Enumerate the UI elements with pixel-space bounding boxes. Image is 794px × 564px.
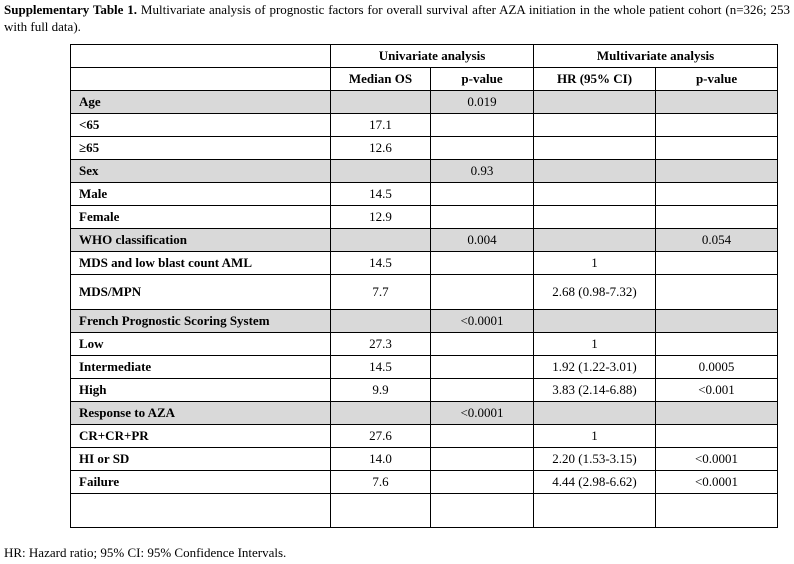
median-os-cell: 12.6: [331, 137, 431, 160]
p-value-multivariate-cell: 0.054: [656, 229, 778, 252]
median-os-cell: [331, 91, 431, 114]
row-label: Low: [71, 333, 331, 356]
median-os-cell: 27.6: [331, 425, 431, 448]
hr-ci-cell: 1: [534, 252, 656, 275]
hr-ci-cell: 1.92 (1.22-3.01): [534, 356, 656, 379]
hr-ci-cell: 4.44 (2.98-6.62): [534, 471, 656, 494]
header-row-columns: [71, 68, 778, 91]
empty-cell: [71, 494, 331, 528]
p-value-multivariate-cell: [656, 402, 778, 425]
hr-ci-cell: [534, 310, 656, 333]
table-category-row: [71, 160, 778, 183]
median-os-cell: [331, 229, 431, 252]
p-value-univariate-cell: [431, 379, 534, 402]
hr-ci-cell: [534, 91, 656, 114]
empty-cell: [534, 494, 656, 528]
table-category-row: [71, 91, 778, 114]
row-label: CR+CR+PR: [71, 425, 331, 448]
survival-analysis-table: [70, 44, 778, 528]
header-blank: [71, 45, 331, 68]
table-row: [71, 183, 778, 206]
row-label: French Prognostic Scoring System: [71, 310, 331, 333]
p-value-multivariate-cell: [656, 252, 778, 275]
hr-ci-cell: 2.20 (1.53-3.15): [534, 448, 656, 471]
p-value-univariate-cell: 0.004: [431, 229, 534, 252]
p-value-multivariate-cell: [656, 275, 778, 310]
p-value-univariate-cell: <0.0001: [431, 402, 534, 425]
median-os-cell: 7.6: [331, 471, 431, 494]
hr-ci-cell: [534, 160, 656, 183]
p-value-multivariate-cell: <0.001: [656, 379, 778, 402]
header-hr-ci: HR (95% CI): [534, 68, 656, 91]
empty-cell: [656, 494, 778, 528]
row-label: Female: [71, 206, 331, 229]
row-label: WHO classification: [71, 229, 331, 252]
header-univariate: Univariate analysis: [331, 45, 534, 68]
row-label: MDS/MPN: [71, 275, 331, 310]
header-blank: [71, 68, 331, 91]
row-label: Male: [71, 183, 331, 206]
p-value-univariate-cell: 0.93: [431, 160, 534, 183]
table-category-row: [71, 310, 778, 333]
header-row-groups: [71, 45, 778, 68]
row-label: Age: [71, 91, 331, 114]
row-label: HI or SD: [71, 448, 331, 471]
header-multivariate: Multivariate analysis: [534, 45, 778, 68]
table-row: [71, 252, 778, 275]
p-value-univariate-cell: [431, 137, 534, 160]
p-value-univariate-cell: [431, 356, 534, 379]
table-row: [71, 275, 778, 310]
p-value-univariate-cell: [431, 183, 534, 206]
caption-label: Supplementary Table 1.: [4, 2, 138, 17]
p-value-univariate-cell: [431, 333, 534, 356]
table-row: [71, 356, 778, 379]
hr-ci-cell: [534, 229, 656, 252]
median-os-cell: 9.9: [331, 379, 431, 402]
table-row: [71, 114, 778, 137]
table-category-row: [71, 402, 778, 425]
p-value-univariate-cell: [431, 425, 534, 448]
table-row: [71, 471, 778, 494]
empty-cell: [331, 494, 431, 528]
table-row: [71, 448, 778, 471]
table-footnote: HR: Hazard ratio; 95% CI: 95% Confidence Intervals.: [4, 545, 287, 560]
median-os-cell: 14.5: [331, 252, 431, 275]
row-label: Intermediate: [71, 356, 331, 379]
median-os-cell: 14.5: [331, 356, 431, 379]
row-label: MDS and low blast count AML: [71, 252, 331, 275]
p-value-univariate-cell: [431, 471, 534, 494]
hr-ci-cell: 3.83 (2.14-6.88): [534, 379, 656, 402]
row-label: <65: [71, 114, 331, 137]
p-value-multivariate-cell: [656, 310, 778, 333]
p-value-multivariate-cell: [656, 206, 778, 229]
caption-text: Multivariate analysis of prognostic factors for overall survival after AZA initiation in the whole patient cohort (n=326; 253 with full data).: [4, 2, 790, 34]
p-value-univariate-cell: <0.0001: [431, 310, 534, 333]
header-p-value-univariate: p-value: [431, 68, 534, 91]
hr-ci-cell: [534, 402, 656, 425]
hr-ci-cell: [534, 183, 656, 206]
hr-ci-cell: 2.68 (0.98-7.32): [534, 275, 656, 310]
empty-cell: [431, 494, 534, 528]
median-os-cell: 27.3: [331, 333, 431, 356]
p-value-multivariate-cell: 0.0005: [656, 356, 778, 379]
table-empty-row: [71, 494, 778, 528]
p-value-multivariate-cell: [656, 333, 778, 356]
header-p-value-multivariate: p-value: [656, 68, 778, 91]
median-os-cell: [331, 160, 431, 183]
median-os-cell: 14.0: [331, 448, 431, 471]
p-value-univariate-cell: [431, 275, 534, 310]
row-label: ≥65: [71, 137, 331, 160]
row-label: Sex: [71, 160, 331, 183]
table-caption: [4, 1, 790, 35]
p-value-multivariate-cell: <0.0001: [656, 471, 778, 494]
p-value-multivariate-cell: [656, 114, 778, 137]
table-row: [71, 333, 778, 356]
row-label: High: [71, 379, 331, 402]
hr-ci-cell: [534, 206, 656, 229]
p-value-multivariate-cell: [656, 425, 778, 448]
median-os-cell: 14.5: [331, 183, 431, 206]
p-value-multivariate-cell: [656, 137, 778, 160]
hr-ci-cell: 1: [534, 333, 656, 356]
median-os-cell: [331, 310, 431, 333]
hr-ci-cell: 1: [534, 425, 656, 448]
hr-ci-cell: [534, 114, 656, 137]
table-row: [71, 206, 778, 229]
p-value-multivariate-cell: [656, 183, 778, 206]
p-value-multivariate-cell: [656, 91, 778, 114]
p-value-multivariate-cell: <0.0001: [656, 448, 778, 471]
p-value-univariate-cell: [431, 114, 534, 137]
p-value-univariate-cell: 0.019: [431, 91, 534, 114]
p-value-multivariate-cell: [656, 160, 778, 183]
table-row: [71, 425, 778, 448]
p-value-univariate-cell: [431, 252, 534, 275]
table-row: [71, 379, 778, 402]
median-os-cell: [331, 402, 431, 425]
p-value-univariate-cell: [431, 448, 534, 471]
row-label: Failure: [71, 471, 331, 494]
median-os-cell: 17.1: [331, 114, 431, 137]
p-value-univariate-cell: [431, 206, 534, 229]
table-category-row: [71, 229, 778, 252]
median-os-cell: 7.7: [331, 275, 431, 310]
header-median-os: Median OS: [331, 68, 431, 91]
hr-ci-cell: [534, 137, 656, 160]
median-os-cell: 12.9: [331, 206, 431, 229]
row-label: Response to AZA: [71, 402, 331, 425]
table-row: [71, 137, 778, 160]
